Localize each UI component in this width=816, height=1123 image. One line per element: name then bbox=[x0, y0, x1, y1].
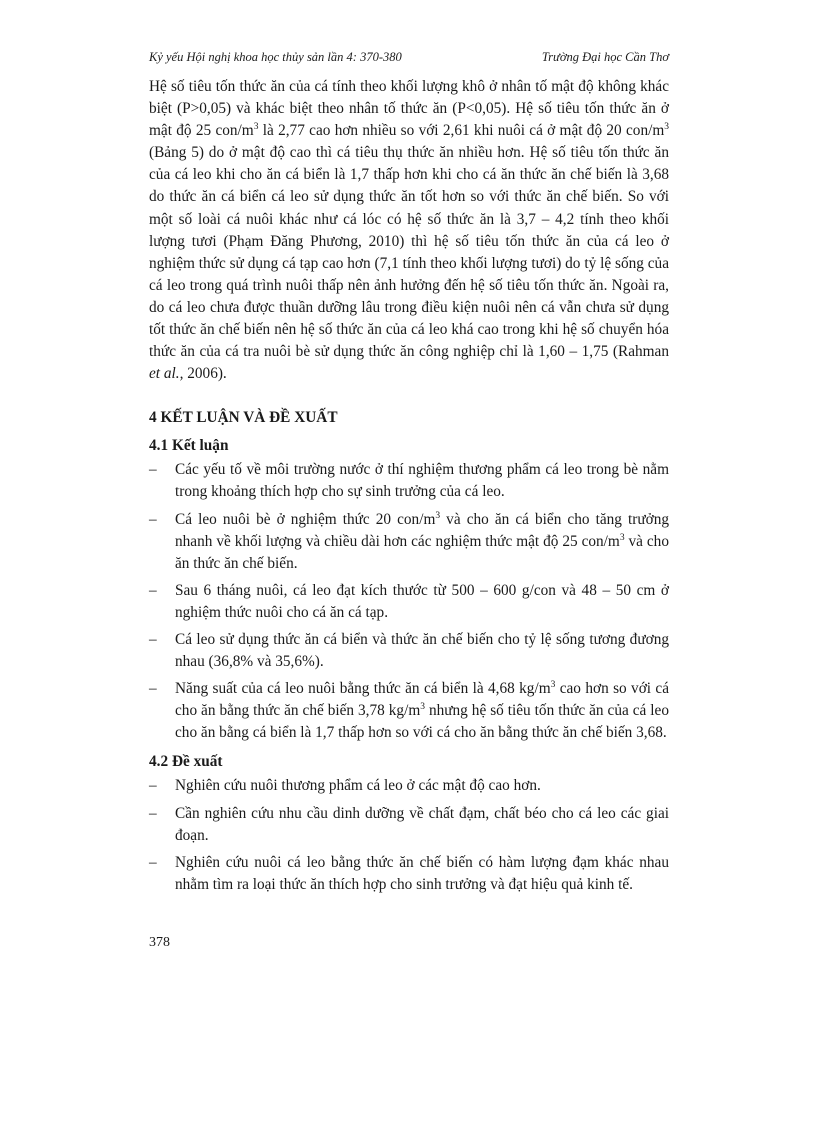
list-item: – Các yếu tố về môi trường nước ở thí nghiệm thương phẩm cá leo trong bè nằm trong khoảng thích hợp cho sự sinh trưởng của cá leo. bbox=[149, 461, 669, 501]
list-item: – Cá leo nuôi bè ở nghiệm thức 20 con/$m^3$ và cho ăn cá biển cho tăng trưởng nhanh về khối lượng và chiều dài hơn các nghiệm thức mật độ 25 con/$m^3$ và cho ăn thức ăn chế biến. bbox=[149, 510, 669, 572]
running-header bbox=[149, 50, 669, 70]
discussion-paragraph: Hệ số tiêu tốn thức ăn của cá tính theo khối lượng khô ở nhân tố mật độ không khác biệt (P>0,05) và khác biệt theo nhân tố thức ăn (P<0,05). Hệ số tiêu tốn thức ăn ở mật độ 25 con/$m^3$ là 2,77 cao hơn nhiều so với 2,61 khi nuôi cá ở mật độ 20 con/$m^3$ (Bảng 5) do ở mật độ cao thì cá tiêu thụ thức ăn nhiều hơn. Hệ số tiêu tốn thức ăn của cá leo khi cho ăn cá biển là 1,7 thấp hơn khi cho cá ăn thức ăn chế biến là 3,68 do thức ăn cá biển cá leo sử dụng thức ăn tốt hơn so với thức ăn chế biến. So với một số loài cá nuôi khác như cá lóc có hệ số thức ăn là 3,7 – 4,2 tính theo khối lượng tươi (Phạm Đăng Phương, 2010) thì hệ số tiêu tốn thức ăn của cá leo ở nghiệm thức sử dụng cá tạp cao hơn (7,1 tính theo khối lượng tươi) do tỷ lệ sống của cá leo trong quá trình nuôi thấp nên ảnh hưởng đến hệ số tiêu tốn thức ăn. Ngoài ra, do cá leo chưa được thuần dưỡng lâu trong điều kiện nuôi nên cá vẫn chưa sử dụng tốt thức ăn chế biến nên hệ số thức ăn của cá leo khá cao trong khi hệ số chuyển hóa thức ăn của cá tra nuôi bè sử dụng thức ăn công nghiệp chỉ là 1,60 – 1,75 (Rahman et al., 2006). bbox=[149, 78, 669, 383]
list-item: – Cá leo sử dụng thức ăn cá biển và thức ăn chế biến cho tỷ lệ sống tương đương nhau (36,8% và 35,6%). bbox=[149, 630, 669, 671]
list-item: – Năng suất của cá leo nuôi bằng thức ăn cá biển là 4,68 $kg/m^3$ cao hơn so với cá cho ăn bằng thức ăn chế biến 3,78 $kg/m^3$ nhưng hệ số tiêu tốn thức ăn của cá leo cho ăn bằng cá biển là 1,7 thấp hơn so với cá cho ăn bằng thức ăn chế biến 3,68. bbox=[149, 680, 669, 742]
page-content bbox=[149, 76, 669, 901]
recommendation-list bbox=[149, 775, 669, 895]
list-item: – Nghiên cứu nuôi cá leo bằng thức ăn chế biến có hàm lượng đạm khác nhau nhằm tìm ra loại thức ăn thích hợp cho sinh trưởng và đạt hiệu quả kinh tế. bbox=[149, 853, 669, 893]
list-item: – Cần nghiên cứu nhu cầu dinh dưỡng về chất đạm, chất béo cho cá leo các giai đoạn. bbox=[149, 804, 669, 844]
subsection-heading-recommendation: 4.2 Đề xuất bbox=[149, 753, 223, 771]
subsection-heading-conclusion: 4.1 Kết luận bbox=[149, 437, 229, 455]
header-university: Trường Đại học Cần Thơ bbox=[541, 50, 669, 64]
section-heading-conclusion: 4 KẾT LUẬN VÀ ĐỀ XUẤT bbox=[149, 409, 338, 427]
list-item: – Nghiên cứu nuôi thương phẩm cá leo ở các mật độ cao hơn. bbox=[149, 777, 541, 795]
header-proceedings-title: Kỷ yếu Hội nghị khoa học thủy sản lần 4: 370-380 bbox=[149, 50, 402, 64]
page-number: 378 bbox=[149, 935, 170, 950]
conclusion-list bbox=[149, 459, 669, 744]
list-item: – Sau 6 tháng nuôi, cá leo đạt kích thước từ 500 – 600 g/con và 48 – 50 cm ở nghiệm thức nuôi cho cá ăn cá tạp. bbox=[149, 581, 669, 621]
